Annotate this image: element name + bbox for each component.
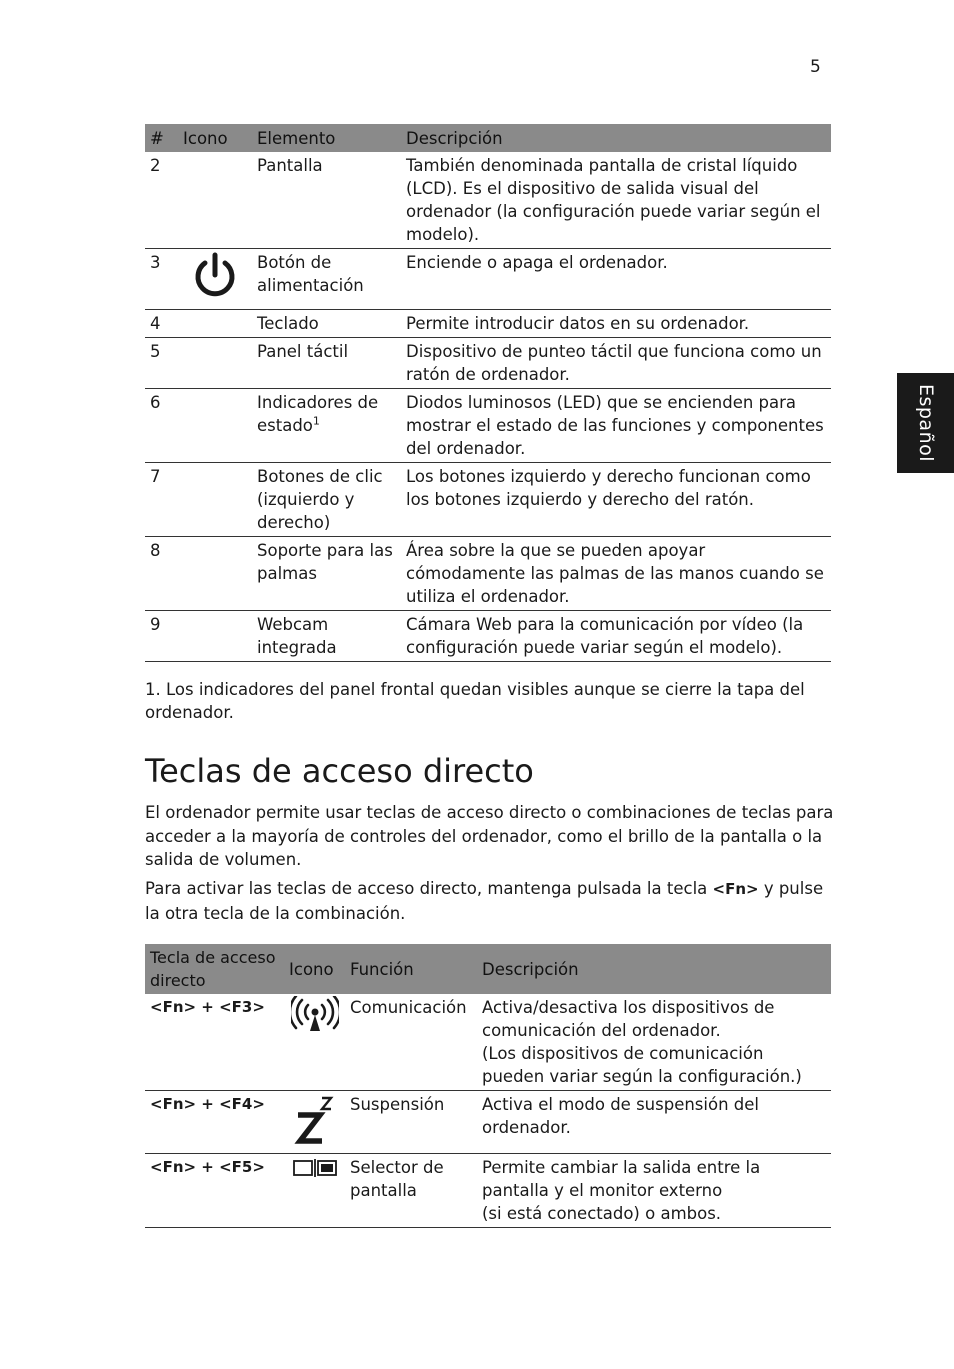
row-num: 2	[145, 152, 178, 249]
activate-text-before: Para activar las teclas de acceso directo, mantenga pulsada la tecla	[145, 879, 713, 898]
fn-key-label: <Fn>	[712, 880, 759, 898]
display-toggle-icon	[291, 1156, 339, 1180]
row-icon	[178, 611, 252, 662]
table-row	[145, 611, 831, 662]
header-icon: Icono	[178, 124, 252, 152]
row-element: Teclado	[252, 310, 401, 338]
row-description: Enciende o apaga el ordenador.	[401, 249, 831, 310]
row-function: Comunicación	[345, 994, 477, 1091]
row-element: Botones de clic (izquierdo y derecho)	[252, 463, 401, 537]
footnote-marker: 1	[312, 414, 320, 428]
row-icon	[178, 338, 252, 389]
header-icon: Icono	[284, 944, 345, 994]
header-function: Función	[345, 944, 477, 994]
row-icon	[178, 463, 252, 537]
row-icon	[284, 1154, 345, 1228]
row-icon	[178, 152, 252, 249]
row-num: 6	[145, 389, 178, 463]
row-element	[252, 389, 401, 463]
row-num: 3	[145, 249, 178, 310]
row-num: 5	[145, 338, 178, 389]
sleep-icon	[293, 1093, 337, 1145]
row-function: Selector de pantalla	[345, 1154, 477, 1228]
page-number: 5	[810, 57, 821, 77]
table-row	[145, 537, 831, 611]
row-description	[477, 1154, 831, 1228]
row-icon	[178, 537, 252, 611]
table-row	[145, 1091, 831, 1154]
activate-text-after: y pulse la otra tecla de la combinación.	[145, 879, 824, 923]
section-title: Teclas de acceso directo	[145, 752, 534, 790]
header-description: Descripción	[401, 124, 831, 152]
row-description: Área sobre la que se pueden apoyar cómodamente las palmas de las manos cuando se utiliza el ordenador.	[401, 537, 831, 611]
row-description-text: Permite cambiar la salida entre la pantalla y el monitor externo	[482, 1158, 761, 1200]
row-icon	[178, 389, 252, 463]
row-element: Soporte para las palmas	[252, 537, 401, 611]
row-element: Webcam integrada	[252, 611, 401, 662]
table-row	[145, 1154, 831, 1228]
row-description-note: (si está conectado) o ambos.	[482, 1204, 722, 1223]
header-element: Elemento	[252, 124, 401, 152]
row-description: También denominada pantalla de cristal líquido (LCD). Es el dispositivo de salida visual del ordenador (la configuración puede variar según el modelo).	[401, 152, 831, 249]
row-description-note: (Los dispositivos de comunicación pueden variar según la configuración.)	[482, 1044, 802, 1086]
row-element: Panel táctil	[252, 338, 401, 389]
row-element-text: Indicadores de estado	[257, 393, 379, 435]
row-description	[477, 994, 831, 1091]
footnote: 1. Los indicadores del panel frontal quedan visibles aunque se cierre la tapa del ordenador.	[145, 680, 805, 722]
row-icon	[178, 310, 252, 338]
table-row	[145, 994, 831, 1091]
components-table	[145, 124, 831, 662]
header-hotkey: Tecla de acceso directo	[145, 944, 284, 994]
row-description: Permite introducir datos en su ordenador.	[401, 310, 831, 338]
row-hotkey: <Fn> + <F3>	[145, 994, 284, 1091]
activate-paragraph	[145, 877, 835, 925]
hotkeys-table	[145, 944, 831, 1228]
row-element: Botón de alimentación	[252, 249, 401, 310]
table-header-row	[145, 124, 831, 152]
power-icon	[191, 251, 239, 301]
row-element: Pantalla	[252, 152, 401, 249]
row-icon	[284, 1091, 345, 1154]
row-description: Diodos luminosos (LED) que se encienden para mostrar el estado de las funciones y componentes del ordenador.	[401, 389, 831, 463]
row-icon	[284, 994, 345, 1091]
row-description: Activa el modo de suspensión del ordenador.	[477, 1091, 831, 1154]
table-row	[145, 310, 831, 338]
row-description: Dispositivo de punteo táctil que funciona como un ratón de ordenador.	[401, 338, 831, 389]
table-row	[145, 249, 831, 310]
header-description: Descripción	[477, 944, 831, 994]
row-hotkey: <Fn> + <F4>	[145, 1091, 284, 1154]
wireless-icon	[291, 996, 339, 1034]
row-num: 4	[145, 310, 178, 338]
row-icon	[178, 249, 252, 310]
intro-paragraph: El ordenador permite usar teclas de acceso directo o combinaciones de teclas para acceder a la mayoría de controles del ordenador, como el brillo de la pantalla o la salida de volumen.	[145, 803, 834, 869]
table-row	[145, 389, 831, 463]
row-description: Cámara Web para la comunicación por vídeo (la configuración puede variar según el modelo).	[401, 611, 831, 662]
row-function: Suspensión	[345, 1091, 477, 1154]
table-row	[145, 338, 831, 389]
row-num: 9	[145, 611, 178, 662]
language-tab-label: Español	[914, 383, 937, 463]
header-num: #	[145, 124, 178, 152]
table-row	[145, 152, 831, 249]
row-description-text: Activa/desactiva los dispositivos de comunicación del ordenador.	[482, 998, 775, 1040]
row-description: Los botones izquierdo y derecho funcionan como los botones izquierdo y derecho del ratón.	[401, 463, 831, 537]
table-row	[145, 463, 831, 537]
language-tab	[897, 373, 954, 473]
row-hotkey: <Fn> + <F5>	[145, 1154, 284, 1228]
row-num: 7	[145, 463, 178, 537]
table-header-row	[145, 944, 831, 994]
row-num: 8	[145, 537, 178, 611]
